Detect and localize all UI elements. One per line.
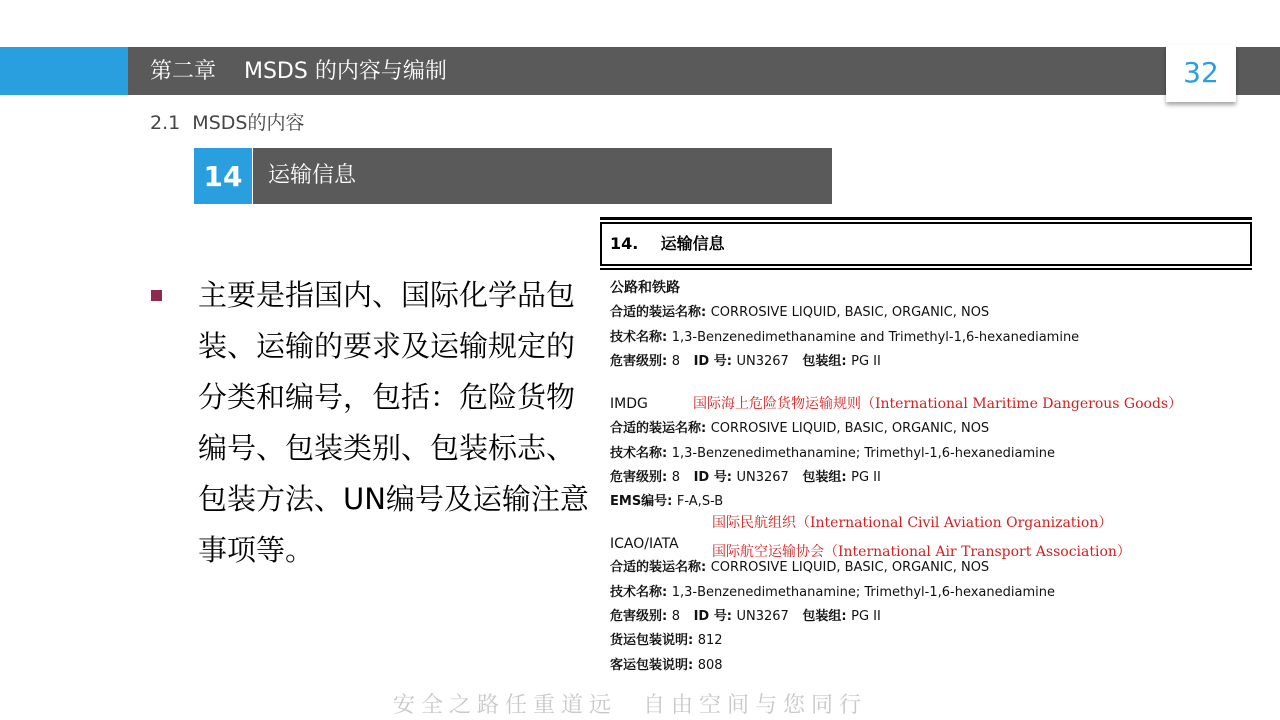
icao-passenger-packing: 客运包装说明: 808 — [610, 658, 723, 673]
road-rail-hazard-line: 危害级别: 8 ID 号: UN3267 包装组: PG II — [610, 354, 881, 369]
imdg-ems-line: EMS编号: F-A,S-B — [610, 494, 724, 509]
icao-shipping-name: 合适的装运名称: CORROSIVE LIQUID, BASIC, ORGANIC, NOS — [610, 560, 990, 575]
imdg-shipping-name: 合适的装运名称: CORROSIVE LIQUID, BASIC, ORGANIC, NOS — [610, 421, 990, 436]
icao-annotation: 国际民航组织（International Civil Aviation Organization） — [712, 515, 1113, 531]
header-accent-bar — [0, 47, 128, 95]
doc-bottom-rule — [600, 268, 1252, 270]
icao-iata-heading: ICAO/IATA — [610, 536, 679, 552]
imdg-annotation: 国际海上危险货物运输规则（International Maritime Dangerous Goods） — [693, 396, 1183, 412]
icao-cargo-packing: 货运包装说明: 812 — [610, 633, 723, 648]
imdg-heading: IMDG — [610, 396, 648, 412]
section-title: 运输信息 — [253, 148, 832, 204]
road-rail-heading: 公路和铁路 — [610, 280, 680, 296]
iata-annotation: 国际航空运输协会（International Air Transport Association） — [712, 544, 1131, 560]
section-number: 14 — [194, 148, 252, 204]
road-rail-tech-name: 技术名称: 1,3-Benzenedimethanamine and Trimethyl-1,6-hexanediamine — [610, 330, 1080, 345]
imdg-tech-name: 技术名称: 1,3-Benzenedimethanamine; Trimethyl-1,6-hexanediamine — [610, 446, 1055, 461]
doc-box-title: 14. 运输信息 — [610, 234, 725, 253]
doc-top-rule — [600, 217, 1252, 220]
subsection-title: 2.1 MSDS的内容 — [150, 112, 305, 134]
chapter-title: 第二章 MSDS 的内容与编制 — [150, 59, 447, 84]
imdg-hazard-line: 危害级别: 8 ID 号: UN3267 包装组: PG II — [610, 470, 881, 485]
page-number: 32 — [1166, 45, 1236, 102]
road-rail-shipping-name: 合适的装运名称: CORROSIVE LIQUID, BASIC, ORGANIC, NOS — [610, 305, 990, 320]
icao-hazard-line: 危害级别: 8 ID 号: UN3267 包装组: PG II — [610, 609, 881, 624]
icao-tech-name: 技术名称: 1,3-Benzenedimethanamine; Trimethyl-1,6-hexanediamine — [610, 585, 1055, 600]
footer-slogan: 安全之路任重道远 自由空间与您同行 — [393, 693, 867, 718]
bullet-marker — [151, 290, 162, 301]
body-paragraph: 主要是指国内、国际化学品包装、运输的要求及运输规定的分类和编号，包括：危险货物编号、包装类别、包装标志、包装方法、UN编号及运输注意事项等。 — [198, 278, 589, 567]
